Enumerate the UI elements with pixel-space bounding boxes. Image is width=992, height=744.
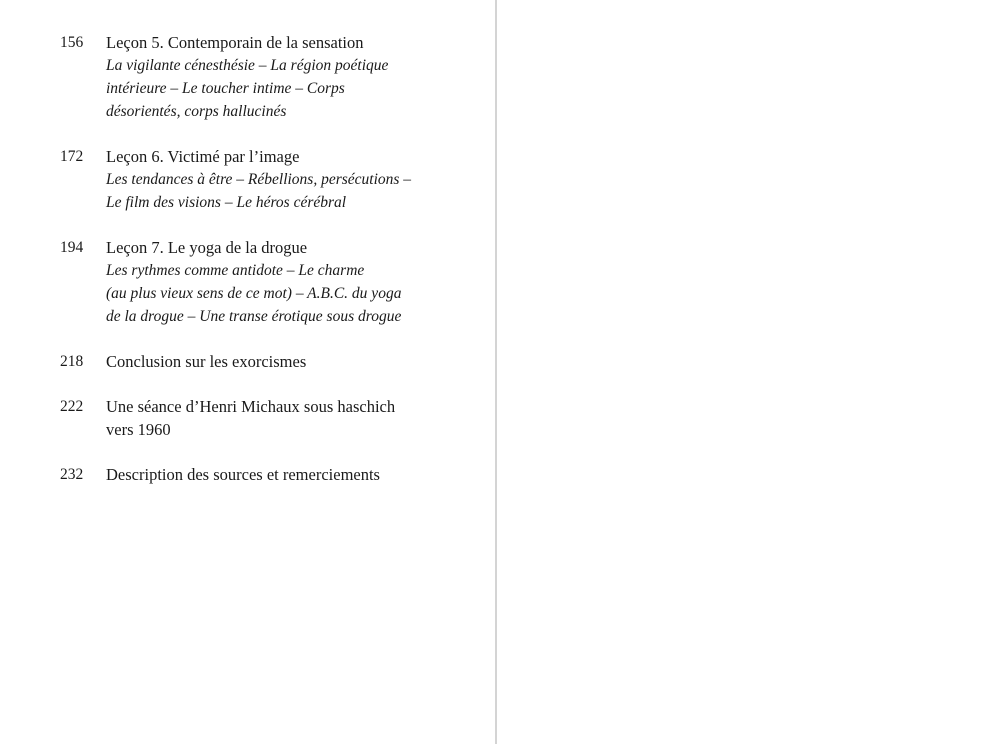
- toc-entry-body: [106, 236, 480, 328]
- toc-entry-subtitle-line: Les tendances à être – Rébellions, persécutions –: [106, 171, 412, 188]
- toc-page-number: 194: [60, 239, 84, 256]
- table-of-contents: [60, 31, 480, 508]
- toc-entry-body: [106, 350, 480, 373]
- toc-entry-subtitle-line: Le film des visions – Le héros cérébral: [106, 194, 347, 211]
- toc-page-number: 232: [60, 466, 84, 483]
- toc-entry-title: Leçon 7. Le yoga de la drogue: [106, 238, 308, 257]
- right-page-blank: [497, 0, 992, 744]
- toc-entry-body: [106, 31, 480, 123]
- toc-entry-seance: [60, 395, 480, 441]
- toc-entry-title: Une séance d’Henri Michaux sous haschich: [106, 397, 396, 416]
- toc-entry-title: Conclusion sur les exorcismes: [106, 352, 307, 371]
- toc-entry-title: Description des sources et remerciements: [106, 465, 380, 484]
- toc-page-number: 156: [60, 34, 84, 51]
- toc-entry-subtitle-line: (au plus vieux sens de ce mot) – A.B.C. du yoga: [106, 285, 402, 302]
- toc-entry-sources: [60, 463, 480, 486]
- toc-entry-lecon-7: [60, 236, 480, 328]
- toc-entry-subtitle-line: Les rythmes comme antidote – Le charme: [106, 262, 365, 279]
- toc-entry-lecon-6: [60, 145, 480, 214]
- toc-entry-title: Leçon 6. Victimé par l’image: [106, 147, 300, 166]
- toc-entry-conclusion: [60, 350, 480, 373]
- toc-entry-body: [106, 463, 480, 486]
- left-page: [0, 0, 495, 744]
- toc-entry-body: [106, 395, 480, 441]
- toc-page-number: 222: [60, 398, 84, 415]
- toc-entry-lecon-5: [60, 31, 480, 123]
- toc-page-number: 218: [60, 353, 84, 370]
- toc-entry-title: Leçon 5. Contemporain de la sensation: [106, 33, 364, 52]
- toc-entry-subtitle-line: désorientés, corps hallucinés: [106, 103, 287, 120]
- toc-entry-subtitle-line: La vigilante cénesthésie – La région poétique: [106, 57, 389, 74]
- toc-entry-subtitle-line: intérieure – Le toucher intime – Corps: [106, 80, 345, 97]
- toc-entry-title-continued: vers 1960: [106, 420, 171, 439]
- toc-page-number: 172: [60, 148, 84, 165]
- toc-entry-body: [106, 145, 480, 214]
- toc-entry-subtitle-line: de la drogue – Une transe érotique sous drogue: [106, 308, 402, 325]
